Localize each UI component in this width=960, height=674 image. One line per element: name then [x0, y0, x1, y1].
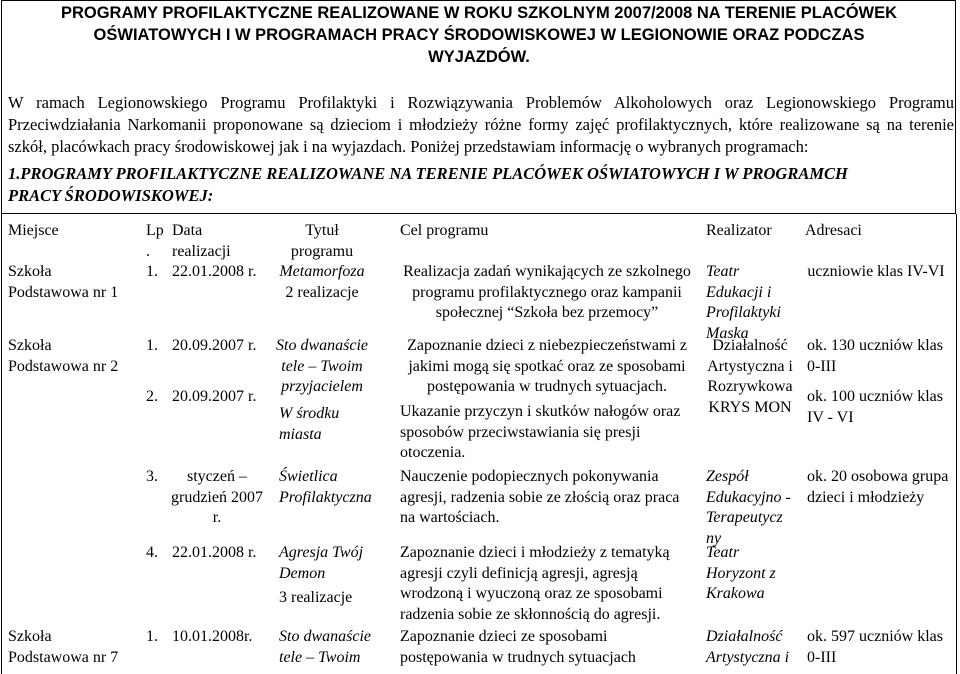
column-header-lp-line: .: [146, 242, 150, 260]
program-title-line: Demon: [279, 564, 326, 582]
program-goal-line: postępowania w trudnych sytuacjach: [400, 648, 636, 666]
program-audience-line: ok. 130 uczniów klas: [807, 337, 943, 354]
program-audience-line: 0-III: [807, 648, 837, 666]
program-goal: [400, 402, 680, 464]
program-goal-line: Realizacja zadań wynikających ze szkolnego: [403, 263, 691, 280]
program-goal: [392, 336, 702, 398]
row-date: [170, 467, 264, 529]
program-goal-line: sposobów przeciwstawiania się presji: [400, 423, 641, 441]
table-border-right: [956, 214, 957, 674]
program-goal-line: radzenia sobie ze skłonnością do agresji.: [400, 605, 661, 623]
program-title: [279, 543, 363, 609]
program-organizer-line: Rozrywkowa: [707, 378, 793, 395]
program-audience-line: uczniowie klas IV-VI: [807, 263, 945, 280]
program-goal-line: społecznej “Szkoła bez przemocy”: [435, 304, 659, 321]
school-name-line: Podstawowa nr 2: [8, 357, 119, 375]
school-name-line: Szkoła: [8, 337, 52, 354]
program-audience-line: dzieci i młodzieży: [807, 488, 925, 506]
column-header-data: [172, 221, 231, 262]
program-title-line: przyjacielem: [281, 378, 363, 395]
school-name-line: Podstawowa nr 1: [8, 283, 119, 301]
school-name: [8, 627, 118, 668]
row-date: 20.09.2007 r.: [172, 388, 257, 405]
program-organizer-line: Horyzont z: [706, 564, 776, 582]
row-number: 4.: [146, 544, 158, 561]
row-date: 22.01.2008 r.: [172, 544, 257, 561]
program-organizer-line: KRYS MON: [708, 398, 792, 416]
column-header-data-line: realizacji: [172, 242, 231, 260]
program-goal-line: otoczenia.: [400, 444, 466, 461]
row-date: 20.09.2007 r.: [172, 337, 257, 354]
program-audience: [807, 387, 943, 428]
program-title: [279, 627, 371, 668]
program-goal: [400, 467, 679, 529]
program-audience-line: 0-III: [807, 357, 837, 375]
program-goal-line: wrodzoną i wyuczoną oraz ze sposobami: [400, 585, 663, 602]
school-name-line: Podstawowa nr 7: [8, 648, 119, 666]
program-organizer-line: Działalność: [712, 337, 788, 354]
program-title: [262, 336, 382, 398]
program-organizer-line: Teatr: [706, 263, 740, 280]
program-title: [279, 467, 372, 508]
school-name-line: Szkoła: [8, 263, 52, 280]
row-date-line: grudzień 2007: [171, 488, 263, 506]
school-name: [8, 336, 118, 377]
program-organizer: [706, 262, 781, 344]
school-name-line: Szkoła: [8, 628, 52, 645]
program-goal: [400, 543, 670, 625]
program-organizer-line: Edukacji i: [706, 283, 772, 301]
program-organizer-line: Zespół: [706, 468, 749, 485]
program-organizer-line: Teatr: [706, 544, 740, 561]
program-audience: [807, 467, 948, 508]
program-organizer: [706, 467, 791, 549]
program-audience-line: IV - VI: [807, 408, 854, 426]
program-title-line: Metamorfoza: [279, 263, 365, 280]
program-audience-line: ok. 597 uczniów klas: [807, 628, 943, 645]
program-organizer-line: Edukacyjno -: [706, 488, 791, 506]
program-title-line: Agresja Twój: [279, 544, 364, 561]
row-date-line: r.: [212, 509, 222, 526]
program-goal-line: agresji, radzenia sobie ze złością oraz praca: [400, 488, 680, 506]
program-organizer-line: Działalność: [706, 628, 783, 645]
column-header-adresaci: Adresaci: [805, 222, 862, 239]
program-organizer-line: Krakowa: [706, 585, 765, 602]
intro-paragraph: W ramach Legionowskiego Programu Profilaktyki i Rozwiązywania Problemów Alkoholowych oraz Legionowskiego Programu Przeciwdziałania Narkomanii proponowane są dzieciom i młodzieży różne formy zajęć profilaktycznych, które realizowane są na terenie szkół, placówkach pracy środowiskowej jak i na wyjazdach. Poniżej przedstawiam informację o wybranych programach:: [8, 93, 954, 156]
realization-count: 2 realizacje: [285, 283, 359, 301]
row-number: 1.: [146, 628, 158, 645]
page-title: [8, 2, 950, 68]
column-header-data-line: Data: [172, 222, 203, 239]
program-audience-line: ok. 100 uczniów klas: [807, 388, 943, 405]
section-heading: [8, 163, 954, 207]
program-goal-line: programu profilaktycznego oraz kampanii: [412, 283, 682, 301]
program-organizer-line: Artystyczna i: [706, 648, 790, 666]
school-name: [8, 262, 118, 303]
program-audience: [807, 627, 943, 668]
program-goal: [392, 262, 702, 324]
program-title-line: Sto dwanaście: [276, 337, 368, 354]
column-header-tytul-line: Tytuł: [305, 222, 339, 239]
program-audience: [800, 262, 952, 283]
program-organizer-line: Terapeutycz: [706, 509, 783, 526]
program-title-line: tele – Twoim: [281, 357, 363, 375]
program-title-line: Profilaktyczna: [279, 488, 372, 506]
program-audience: [807, 336, 943, 377]
title-line: WYJAZDÓW.: [428, 48, 530, 66]
section-line: PRACY ŚRODOWISKOWEJ:: [8, 186, 214, 205]
program-title-line: tele – Twoim: [279, 648, 361, 666]
program-title-line: W środku: [279, 405, 340, 422]
column-header-tytul-line: programu: [290, 242, 354, 260]
column-header-miejsce: Miejsce: [8, 222, 59, 239]
column-header-lp-line: Lp: [146, 222, 164, 239]
program-goal-line: na wartościach.: [400, 509, 500, 526]
program-organizer-line: ny: [706, 529, 722, 547]
column-header-cel: Cel programu: [400, 222, 489, 239]
row-date: 22.01.2008 r.: [172, 263, 257, 280]
title-line: PROGRAMY PROFILAKTYCZNE REALIZOWANE W ROKU SZKOLNYM 2007/2008 NA TERENIE PLACÓWEK: [60, 4, 898, 22]
program-title-line: miasta: [279, 425, 322, 443]
row-number: 1.: [146, 337, 158, 354]
program-organizer-line: Maska: [706, 324, 749, 342]
realization-count: 3 realizacje: [279, 589, 353, 606]
program-organizer: [700, 336, 800, 418]
program-goal-line: agresji czyli definicją agresji, agresją: [400, 564, 638, 582]
program-goal: [400, 627, 636, 668]
column-header-lp: [146, 221, 164, 262]
row-number: 2.: [146, 388, 158, 405]
program-audience-line: ok. 20 osobowa grupa: [807, 468, 949, 485]
program-goal-line: Zapoznanie dzieci ze sposobami: [400, 628, 608, 645]
section-line: 1.PROGRAMY PROFILAKTYCZNE REALIZOWANE NA TERENIE PLACÓWEK OŚWIATOWYCH I W PROGRAMCH: [8, 164, 848, 183]
row-number: 3.: [146, 468, 158, 485]
program-goal-line: Nauczenie podopiecznych pokonywania: [400, 468, 659, 485]
program-organizer-line: Profilaktyki: [706, 304, 781, 321]
table-border-left: [1, 214, 2, 674]
row-number: 1.: [146, 263, 158, 280]
column-header-realizator: Realizator: [706, 222, 772, 239]
program-goal-line: postępowania w trudnych sytuacjach.: [427, 378, 667, 395]
program-goal-line: Ukazanie przyczyn i skutków nałogów oraz: [400, 403, 681, 420]
title-line: OŚWIATOWYCH I W PROGRAMACH PRACY ŚRODOWISKOWEJ W LEGIONOWIE ORAZ PODCZAS: [93, 26, 865, 44]
program-organizer: [706, 543, 776, 605]
program-title: [262, 262, 382, 303]
program-goal-line: Zapoznanie dzieci z niebezpieczeństwami z: [407, 337, 687, 354]
row-date-line: styczeń –: [187, 468, 247, 485]
program-title: [279, 404, 339, 445]
program-goal-line: Zapoznanie dzieci i młodzieży z tematyką: [400, 544, 670, 561]
row-date: 10.01.2008r.: [172, 628, 253, 645]
program-organizer-line: Artystyczna i: [707, 357, 793, 375]
program-title-line: Świetlica: [279, 468, 338, 485]
column-header-tytul: [262, 221, 382, 262]
program-goal-line: jakimi mogą się spotkać oraz ze sposobami: [408, 357, 686, 375]
program-title-line: Sto dwanaście: [279, 628, 371, 645]
program-organizer: [706, 627, 789, 668]
